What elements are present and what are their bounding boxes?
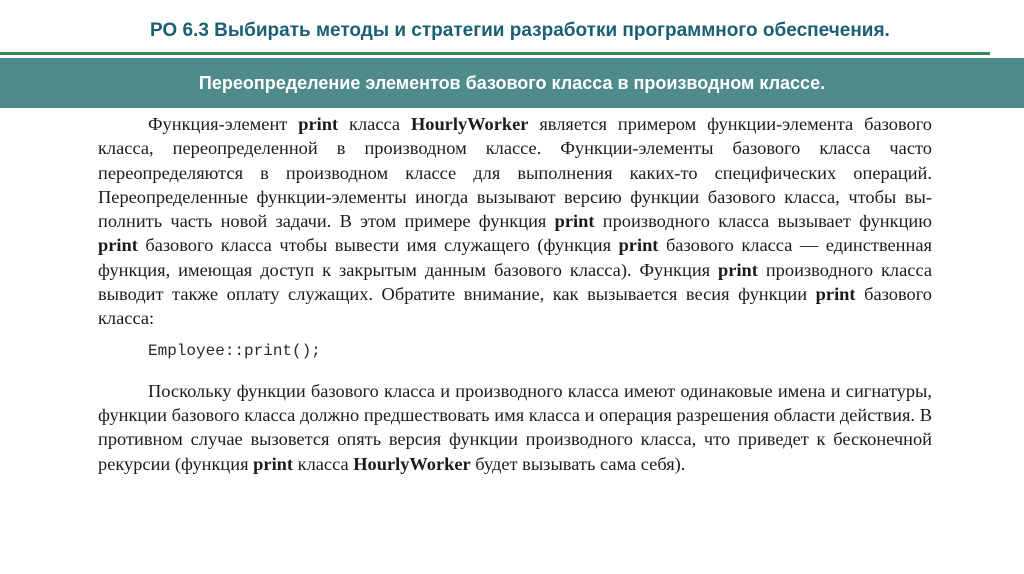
code-term: print [98,235,138,256]
code-term: print [718,259,758,280]
text-span: будет вызывать сама себя). [470,453,686,474]
code-term: print [815,284,856,305]
code-term: print [618,235,659,256]
text-span: базового класса — единственная функция, имеющая доступ к закрытым данным базового класса). Функция [98,235,932,280]
code-term: print [554,211,595,232]
paragraph-1 [98,112,932,331]
text-span: производного класса вызывает функцию [594,211,933,232]
code-term: HourlyWorker [353,453,471,474]
text-span: класса [293,453,354,474]
paragraph-2 [98,379,932,476]
code-sample: Employee::print(); [148,341,321,360]
slide-title: РО 6.3 Выбирать методы и стратегии разработки программного обеспечения. [150,20,890,41]
text-span: Функция-элемент [148,114,299,134]
text-span: Поскольку функции базового класса и производного класса имеют одинаковые имена и сигнатуры, функции базового класса должно предшествовать имя класса и операция разрешения области действия. В противном случае вызовется опять версия функции производного класса, что приведет к бесконечной рекурсии (функция [98,380,932,474]
text-span: базового класса: [98,284,932,329]
banner-text: Переопределение элементов базового класса в производном классе. [198,72,826,93]
text-span: является примером функции-элемента базового класса, переопределенной в производном классе. Функции-элементы базового класса часто переопределяются в производном классе для выполнения каких-то специфических операций. Переопределенные функции-элементы иногда вызывают версию функции базового класса, чтобы выполнить часть новой задачи. В этом примере функция [98,114,932,232]
title-divider [0,52,990,55]
code-term: print [298,114,339,134]
code-term: print [253,453,294,474]
text-span: класса [338,114,411,134]
text-span: производного класса выводит также оплату служащих. Обратите внимание, как вызывается весия функции [98,259,932,305]
code-term: HourlyWorker [410,114,529,134]
content-body [98,112,932,476]
text-span: базового класса чтобы вывести имя служащего (функция [137,235,619,256]
section-banner [0,58,1024,108]
